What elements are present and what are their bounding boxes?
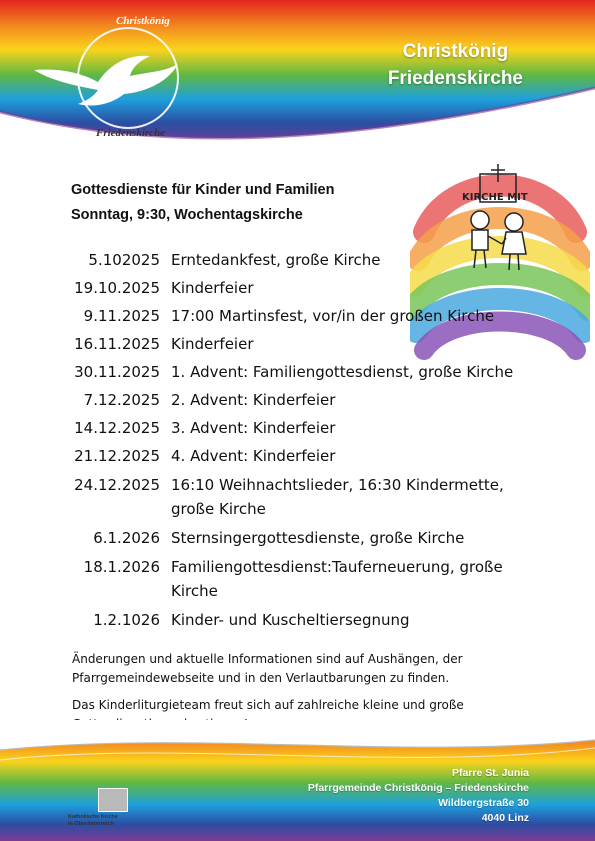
event-row: [60, 473, 550, 521]
header-banner: [0, 0, 595, 150]
title-line-1: Christkönig: [402, 41, 509, 62]
event-date: 9.11.2025: [83, 307, 160, 325]
event-text: 1. Advent: Familiengottesdienst, große Kirche: [171, 363, 514, 381]
diocese-mark-icon: [98, 788, 128, 812]
footer-address: [308, 766, 529, 826]
event-text: 16:10 Weihnachtslieder, 16:30 Kindermette, große Kirche: [171, 476, 504, 518]
diocese-line-2: in Oberösterreich: [68, 821, 114, 827]
event-row: [60, 415, 550, 442]
dove-icon: [34, 56, 178, 106]
event-date: 5.102025: [88, 251, 160, 269]
intro-heading: Gottesdienste für Kinder und Familien: [71, 182, 335, 198]
event-row: [60, 359, 550, 386]
event-row: [60, 555, 550, 603]
event-text: Kinderfeier: [171, 279, 254, 297]
event-date: 7.12.2025: [83, 391, 160, 409]
event-text: Sternsingergottesdienste, große Kirche: [171, 529, 465, 547]
event-date: 21.12.2025: [74, 447, 160, 465]
church-logo: [28, 12, 198, 142]
event-date: 18.1.2026: [83, 558, 160, 576]
footer-parish: Pfarre St. Junia: [451, 767, 529, 779]
event-text: Erntedankfest, große Kirche: [171, 251, 381, 269]
intro-block: [71, 178, 334, 228]
event-text: Kinderfeier: [171, 335, 254, 353]
event-row: [60, 331, 550, 358]
notes-paragraph-2: Das Kinderliturgieteam freut sich auf zahlreiche kleine und große: [72, 698, 464, 712]
logo-text-top: Christkönig: [116, 15, 170, 27]
footer-street: Wildbergstraße 30: [438, 797, 529, 809]
diocese-logo: [68, 788, 138, 828]
event-date: 6.1.2026: [93, 529, 160, 547]
event-row: [60, 275, 550, 302]
logo-text-bottom: Friedenskirche: [96, 127, 166, 139]
event-row: [60, 443, 550, 470]
diocese-text: [68, 814, 138, 828]
event-text: Familiengottesdienst:Tauferneuerung, große Kirche: [171, 558, 503, 600]
notes-paragraph-1: Änderungen und aktuelle Informationen sind auf Aushängen, der Pfarrgemeindewebseite und in den Verlautbarungen zu finden.: [72, 652, 463, 685]
event-text: 2. Advent: Kinderfeier: [171, 391, 336, 409]
event-date: 19.10.2025: [74, 279, 160, 297]
event-row: [60, 303, 550, 330]
event-date: 30.11.2025: [74, 363, 160, 381]
event-text: 4. Advent: Kinderfeier: [171, 447, 336, 465]
diocese-line-1: Katholische Kirche: [68, 814, 118, 820]
event-date: 16.11.2025: [74, 335, 160, 353]
footer-community: Pfarrgemeinde Christkönig – Friedenskirche: [307, 782, 529, 794]
footer-city: 4040 Linz: [481, 812, 529, 824]
event-date: 14.12.2025: [74, 419, 160, 437]
event-row: [60, 387, 550, 414]
page-title: [388, 38, 523, 92]
event-date: 1.2.1026: [93, 611, 160, 629]
event-date: 24.12.2025: [74, 476, 160, 494]
event-list: [60, 247, 550, 635]
title-line-2: Friedenskirche: [387, 68, 523, 89]
intro-schedule: Sonntag, 9:30, Wochentagskirche: [71, 207, 303, 223]
event-row: [60, 525, 550, 552]
event-row: [60, 247, 550, 274]
event-row: [60, 607, 550, 634]
kirche-mit-sign: KIRCHE MIT: [462, 192, 528, 203]
event-text: 17:00 Martinsfest, vor/in der großen Kirche: [171, 307, 495, 325]
event-text: Kinder- und Kuscheltiersegnung: [171, 611, 410, 629]
event-text: 3. Advent: Kinderfeier: [171, 419, 336, 437]
